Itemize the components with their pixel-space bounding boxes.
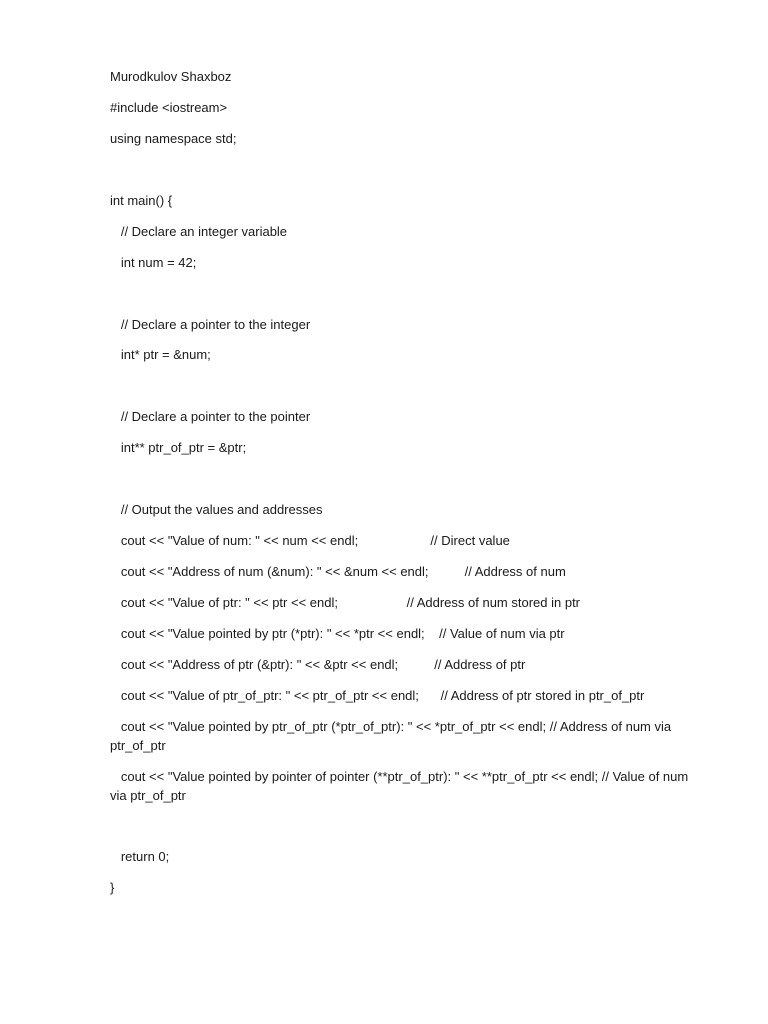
- code-line-ptr: int* ptr = &num;: [110, 347, 211, 362]
- author-name: Murodkulov Shaxboz: [110, 69, 232, 84]
- code-line-cout-address-num: cout << "Address of num (&num): " << &num << endl; // Address of num: [110, 564, 566, 579]
- code-line-return: return 0;: [110, 849, 170, 864]
- code-line-ptr-of-ptr: int** ptr_of_ptr = &ptr;: [110, 440, 247, 455]
- code-comment-declare-pointer: // Declare a pointer to the integer: [110, 317, 311, 332]
- code-line-num: int num = 42;: [110, 255, 197, 270]
- code-line-namespace: using namespace std;: [110, 131, 237, 146]
- code-line-cout-address-ptr: cout << "Address of ptr (&ptr): " << &ptr << endl; // Address of ptr: [110, 657, 526, 672]
- code-comment-declare-int: // Declare an integer variable: [110, 224, 288, 239]
- code-line-cout-value-num: cout << "Value of num: " << num << endl; // Direct value: [110, 533, 510, 548]
- code-comment-pointer-to-pointer: // Declare a pointer to the pointer: [110, 409, 311, 424]
- code-line-include: #include <iostream>: [110, 100, 228, 115]
- code-line-closing-brace: }: [110, 880, 115, 895]
- code-line-cout-pointed-ptr: cout << "Value pointed by ptr (*ptr): " << *ptr << endl; // Value of num via ptr: [110, 626, 565, 641]
- code-line-cout-pointed-ptr-of-ptr: cout << "Value pointed by ptr_of_ptr (*ptr_of_ptr): " << *ptr_of_ptr << endl; // Address of num via ptr_of_ptr: [110, 719, 675, 753]
- code-line-cout-value-ptr: cout << "Value of ptr: " << ptr << endl; // Address of num stored in ptr: [110, 595, 581, 610]
- code-line-cout-pointer-of-pointer: cout << "Value pointed by pointer of pointer (**ptr_of_ptr): " << **ptr_of_ptr << endl; // Value of num via ptr_of_ptr: [110, 769, 692, 803]
- code-line-cout-value-ptr-of-ptr: cout << "Value of ptr_of_ptr: " << ptr_of_ptr << endl; // Address of ptr stored in ptr_of_ptr: [110, 688, 645, 703]
- code-comment-output: // Output the values and addresses: [110, 502, 323, 517]
- code-line-main: int main() {: [110, 193, 173, 208]
